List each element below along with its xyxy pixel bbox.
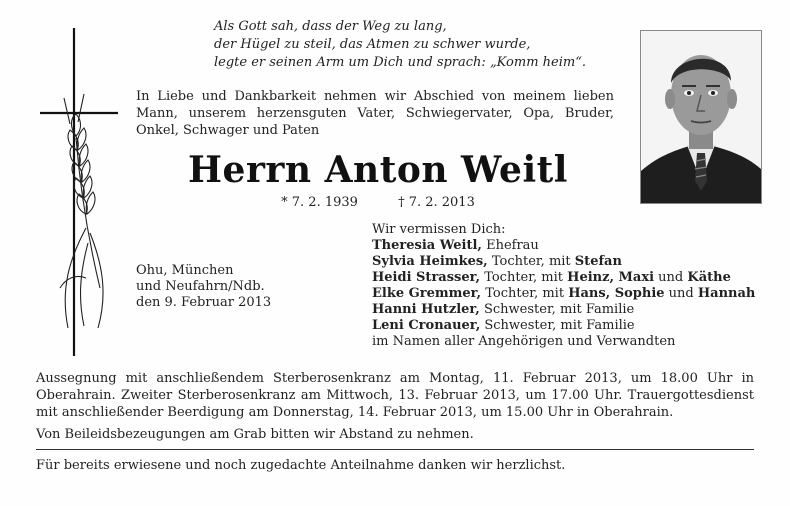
mourner-relation: im Namen aller Angehörigen und Verwandten (372, 334, 676, 349)
thanks-note: Für bereits erwiesene und noch zugedachte Anteilnahme danken wir herzlichst. (36, 458, 566, 473)
place-and-date (136, 263, 326, 311)
mourner-relation: und (654, 270, 688, 285)
birth-date: * 7. 2. 1939 (281, 195, 358, 210)
poem-line: der Hügel zu steil, das Atmen zu schwer wurde, (214, 37, 531, 52)
funeral-service-info: Aussegnung mit anschließendem Sterberosenkranz am Montag, 11. Februar 2013, um 18.00 Uhr in Oberahrain. Zweiter Sterberosenkranz am Mittwoch, 13. Februar 2013, um 17.00 Uhr. Trauergottesdienst mit anschließender Beerdigung am Donnerstag, 14. Februar 2013, um 15.00 Uhr in Oberahrain. (36, 371, 754, 420)
mourner-name: Theresia Weitl, (372, 238, 482, 253)
mourner-row (372, 318, 762, 334)
mourner-row (372, 270, 762, 286)
mourner-relation: Tochter, mit (487, 254, 575, 269)
mourner-relation: Schwester, mit Familie (480, 318, 635, 333)
mourner-name: Heidi Strasser, (372, 270, 481, 285)
place-line: und Neufahrn/Ndb. (136, 279, 265, 294)
mourner-row (372, 254, 762, 270)
place-line: den 9. Februar 2013 (136, 295, 272, 310)
deceased-name: Herrn Anton Weitl (188, 149, 568, 191)
mourner-name: Hannah (697, 286, 756, 301)
mourner-name: Sylvia Heimkes, (372, 254, 488, 269)
poem-line: Als Gott sah, dass der Weg zu lang, (214, 19, 447, 34)
mourner-relation: und (664, 286, 698, 301)
mourner-relation: Tochter, mit (480, 270, 568, 285)
mourner-relation: Tochter, mit (481, 286, 569, 301)
place-line: Ohu, München (136, 263, 234, 278)
mourner-name: Leni Cronauer, (372, 318, 481, 333)
intro-text: In Liebe und Dankbarkeit nehmen wir Abschied von meinem lieben Mann, unserem herzensguten Vater, Schwiegervater, Opa, Bruder, Onkel, Schwager und Paten (136, 89, 614, 138)
mourner-row (372, 286, 762, 302)
cross-with-wheat-icon (40, 28, 118, 358)
mourner-relation: Schwester, mit Familie (479, 302, 635, 317)
mourner-name: Käthe (687, 270, 731, 285)
condolence-note: Von Beileidsbezeugungen am Grab bitten wir Abstand zu nehmen. (36, 427, 474, 442)
mourner-name: Heinz, Maxi (567, 270, 655, 285)
mourner-rows (372, 238, 762, 350)
mourners-heading: Wir vermissen Dich: (372, 222, 506, 237)
mourners-list (372, 222, 762, 350)
mourner-relation: Ehefrau (481, 238, 539, 253)
mourner-row (372, 238, 762, 254)
mourner-name: Elke Gremmer, (372, 286, 482, 301)
mourner-name: Hans, Sophie (568, 286, 665, 301)
mourner-name: Stefan (574, 254, 622, 269)
mourner-row (372, 334, 762, 350)
poem (214, 18, 624, 72)
portrait-image (641, 31, 761, 203)
mourner-name: Hanni Hutzler, (372, 302, 480, 317)
mourner-row (372, 302, 762, 318)
death-date: † 7. 2. 2013 (398, 195, 475, 210)
life-dates (136, 195, 620, 210)
portrait-photo (640, 30, 762, 204)
divider (36, 449, 754, 450)
poem-line: legte er seinen Arm um Dich und sprach: „Komm heim“. (214, 55, 586, 70)
